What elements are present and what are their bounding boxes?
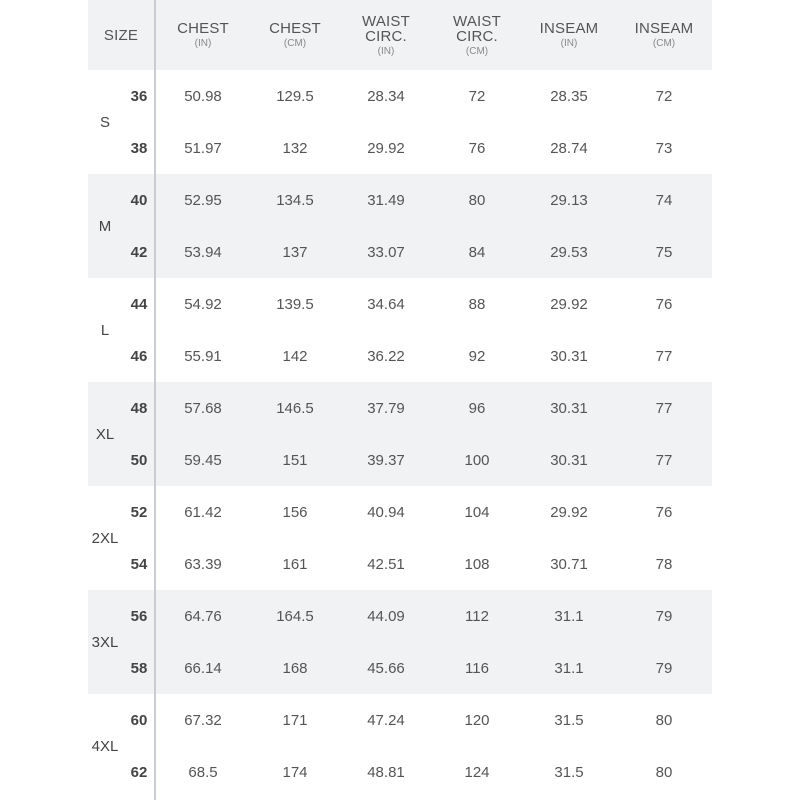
table-cell: 33.07 (367, 243, 405, 261)
size-number: 48 (130, 399, 148, 417)
table-cell: 48.81 (367, 763, 405, 781)
table-cell: 47.24 (367, 711, 405, 729)
table-cell: 132 (282, 139, 308, 157)
table-cell: 55.91 (184, 347, 222, 365)
table-cell: 36.22 (367, 347, 405, 365)
table-cell: 80 (655, 711, 673, 729)
table-cell: 77 (655, 347, 673, 365)
table-cell: 108 (464, 555, 490, 573)
column-header (88, 0, 154, 70)
table-cell: 92 (468, 347, 486, 365)
size-number: 56 (130, 607, 148, 625)
size-number: 50 (130, 451, 148, 469)
table-cell: 30.31 (550, 399, 588, 417)
table-cell: 79 (655, 659, 673, 677)
column-header-unit: (CM) (652, 38, 676, 49)
table-cell: 30.31 (550, 347, 588, 365)
column-header-title: INSEAM (539, 20, 599, 37)
size-group-label: 3XL (91, 633, 119, 651)
table-cell: 28.34 (367, 87, 405, 105)
size-group-label: M (98, 217, 112, 235)
table-cell: 171 (282, 711, 308, 729)
table-cell: 116 (465, 659, 489, 677)
table-cell: 34.64 (367, 295, 405, 313)
table-cell: 40.94 (367, 503, 405, 521)
table-cell: 78 (655, 555, 673, 573)
table-cell: 42.51 (367, 555, 405, 573)
table-cell: 29.92 (550, 503, 588, 521)
table-cell: 76 (655, 503, 673, 521)
table-cell: 68.5 (188, 763, 218, 781)
size-number: 38 (130, 139, 148, 157)
table-cell: 74 (655, 191, 673, 209)
table-cell: 28.35 (550, 87, 588, 105)
size-number: 60 (130, 711, 148, 729)
table-cell: 31.49 (367, 191, 405, 209)
column-header-unit: (CM) (465, 45, 489, 57)
column-header (616, 0, 712, 70)
table-cell: 51.97 (184, 139, 222, 157)
size-number: 44 (130, 295, 148, 313)
table-cell: 37.79 (367, 399, 405, 417)
size-number: 52 (130, 503, 148, 521)
table-cell: 63.39 (184, 555, 222, 573)
size-chart-table (88, 0, 712, 800)
table-cell: 54.92 (184, 295, 222, 313)
table-cell: 124 (464, 763, 490, 781)
table-cell: 64.76 (184, 607, 222, 625)
column-header (522, 0, 616, 70)
column-header-unit: (CM) (283, 38, 307, 49)
table-cell: 29.53 (550, 243, 588, 261)
table-cell: 142 (282, 347, 308, 365)
column-header (250, 0, 340, 70)
size-number: 42 (130, 243, 148, 261)
table-cell: 31.1 (554, 607, 584, 625)
table-cell: 28.74 (550, 139, 588, 157)
table-cell: 29.13 (550, 191, 588, 209)
table-cell: 139.5 (276, 295, 314, 313)
table-cell: 129.5 (276, 87, 314, 105)
table-cell: 50.98 (184, 87, 222, 105)
column-header-title: SIZE (103, 26, 139, 44)
table-cell: 104 (464, 503, 490, 521)
table-cell: 57.68 (184, 399, 222, 417)
table-cell: 66.14 (184, 659, 222, 677)
column-header-title: INSEAM (634, 20, 694, 37)
size-group-label: 2XL (91, 529, 119, 547)
column-header (432, 0, 522, 70)
table-cell: 76 (655, 295, 673, 313)
table-cell: 112 (465, 607, 489, 625)
table-cell: 88 (468, 295, 486, 313)
column-header-unit: (IN) (560, 38, 578, 49)
table-cell: 96 (468, 399, 486, 417)
table-cell: 84 (468, 243, 486, 261)
table-cell: 29.92 (367, 139, 405, 157)
table-cell: 29.92 (550, 295, 588, 313)
table-cell: 72 (468, 87, 486, 105)
size-number: 36 (130, 87, 148, 105)
table-cell: 164.5 (276, 607, 314, 625)
table-cell: 156 (282, 503, 308, 521)
table-cell: 137 (282, 243, 308, 261)
table-cell: 73 (655, 139, 673, 157)
table-cell: 39.37 (367, 451, 405, 469)
size-number: 46 (130, 347, 148, 365)
column-header (156, 0, 250, 70)
table-cell: 120 (464, 711, 490, 729)
column-header-title: CHEST (269, 20, 321, 37)
table-cell: 76 (468, 139, 486, 157)
table-cell: 59.45 (184, 451, 222, 469)
column-header-unit: (IN) (194, 38, 212, 49)
table-cell: 77 (655, 399, 673, 417)
table-cell: 61.42 (184, 503, 222, 521)
size-number: 58 (130, 659, 148, 677)
table-cell: 31.5 (554, 763, 584, 781)
size-number: 62 (130, 763, 148, 781)
column-header-title: WAIST CIRC. (453, 12, 501, 45)
size-group-label: S (99, 113, 110, 131)
size-group-label: 4XL (91, 737, 119, 755)
table-cell: 67.32 (184, 711, 222, 729)
table-cell: 134.5 (276, 191, 314, 209)
table-cell: 80 (655, 763, 673, 781)
size-group-label: L (100, 321, 110, 339)
table-cell: 53.94 (184, 243, 222, 261)
table-cell: 174 (282, 763, 308, 781)
table-cell: 168 (282, 659, 308, 677)
table-cell: 151 (282, 451, 308, 469)
table-cell: 75 (655, 243, 673, 261)
table-cell: 44.09 (367, 607, 405, 625)
size-number: 40 (130, 191, 148, 209)
column-header (340, 0, 432, 70)
table-cell: 161 (282, 555, 308, 573)
table-cell: 30.71 (550, 555, 588, 573)
table-cell: 30.31 (550, 451, 588, 469)
column-header-unit: (IN) (377, 45, 395, 57)
size-group-label: XL (95, 425, 115, 443)
table-cell: 72 (655, 87, 673, 105)
column-header-title: CHEST (177, 20, 229, 37)
column-header-title: WAIST CIRC. (362, 12, 410, 45)
table-cell: 77 (655, 451, 673, 469)
size-number: 54 (130, 555, 148, 573)
table-cell: 52.95 (184, 191, 222, 209)
table-cell: 100 (464, 451, 490, 469)
table-cell: 45.66 (367, 659, 405, 677)
table-cell: 31.5 (554, 711, 584, 729)
table-cell: 80 (468, 191, 486, 209)
table-cell: 31.1 (554, 659, 584, 677)
table-cell: 79 (655, 607, 673, 625)
table-cell: 146.5 (276, 399, 314, 417)
